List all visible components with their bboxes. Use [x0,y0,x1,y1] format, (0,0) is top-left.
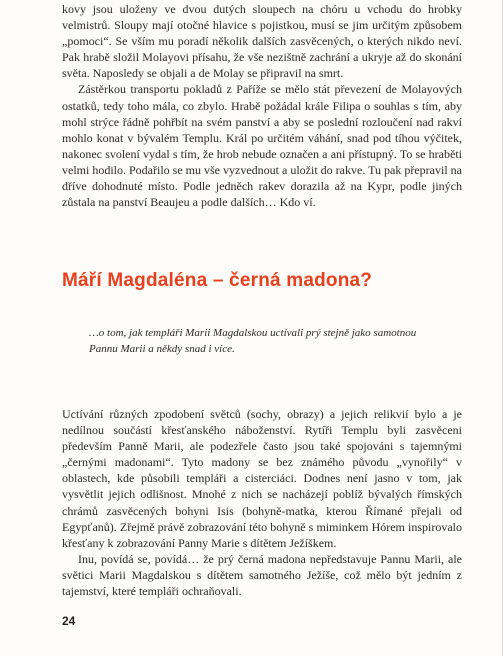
paragraph-bottom-2: Inu, povídá se, povídá… že prý černá madona nepředstavuje Pannu Marii, ale světici Marii Magdalskou s dítětem samotného Ježíše, což mělo být jedním z tajemství, které templáři ochraňovali. [62,551,462,599]
bottom-text-block [62,406,462,599]
top-text-block [62,1,462,210]
page-number: 24 [62,614,76,628]
paragraph-bottom-1: Uctívání různých zpodobení světců (sochy, obrazy) a jejich relikvií bylo a je nedílnou součástí křesťanského náboženství. Rytíři Templu byli zasvěceni především Panně Marii, ale podezřele často jsou také spojováni s tajemnými „černými madonami“. Tyto madony se bez známého původu „vynořily“ v oblastech, kde působili templáři a cisterciáci. Dodnes není jasno v tom, jak vysvětlit jejich odlišnost. Mnohé z nich se nacházejí poblíž bývalých římských chrámů zasvěcených bohyni Isis (bohyně-matka, kterou Římané přejali od Egypťanů). Zřejmě právě zobrazování této bohyně s miminkem Hórem inspirovalo křesťany k zobrazování Panny Marie s dítětem Ježíškem. [62,407,462,550]
section-title: Máří Magdaléna – černá madona? [62,270,373,291]
paragraph-top-1: kovy jsou uloženy ve dvou dutých sloupech na chóru u vchodu do hrobky velmistrů. Sloupy mají otočné hlavice s pojistkou, musí se jim určitým způsobem „pomoci“. Se vším mu poradí několik dalších zasvěcených, o kterých nikdo neví. Pak hrabě složil Molayovi přísahu, že vše nezištně zachrání a ukryje až do skonání světa. Naposledy se objali a de Molay se připravil na smrt. [62,2,462,81]
epigraph: …o tom, jak templáři Marii Magdalskou uctívali prý stejně jako samotnou Pannu Marii a někdy snad i více. [89,327,417,355]
paragraph-top-2: Zástěrkou transportu pokladů z Paříže se mělo stát převezení de Molayových ostatků, tedy toho mála, co zbylo. Hrabě požádal krále Filipa o souhlas s tím, aby mohl strýce řádně pohřbít na svém panství a aby se poslední rozloučení nad rakví mohlo konat v bývalém Templu. Král po určitém váhání, snad pod tíhou výčitek, nakonec svolení vydal s tím, že hrob nebude označen a ani přístupný. To se hraběti velmi hodilo. Podařilo se mu vše vyzvednout a uložit do rakve. Tu pak přepravil na dříve dohodnuté místo. Podle jedněch rakev dorazila až na Kypr, podle jiných zůstala na panství Beaujeu a podle dalších… Kdo ví. [62,82,462,210]
